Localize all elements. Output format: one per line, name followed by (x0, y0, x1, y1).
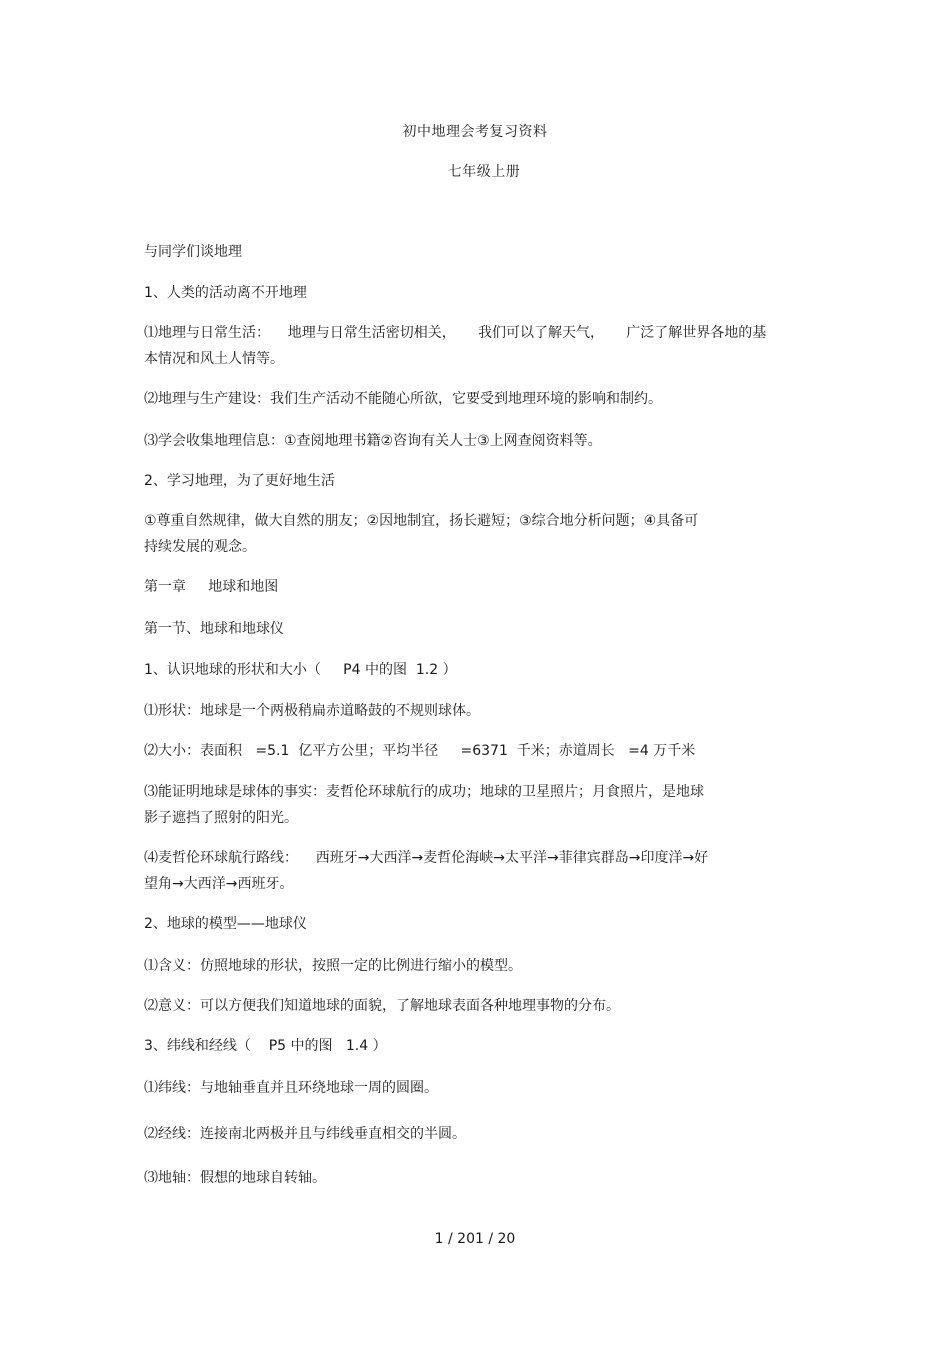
paragraph-line: ⑵地理与生产建设：我们生产活动不能随心所欲，它要受到地理环境的影响和制约。 (144, 391, 662, 407)
paragraph-line: ⑶地轴：假想的地球自转轴。 (144, 1170, 326, 1186)
paragraph-line: ⑴地理与日常生活： 地理与日常生活密切相关， 我们可以了解天气， 广泛了解世界各地的基 (144, 325, 767, 341)
document-title: 初中地理会考复习资料 (402, 124, 548, 140)
paragraph-line: 望角→大西洋→西班牙。 (144, 876, 294, 892)
paragraph-line: ⑷麦哲伦环球航行路线： 西班牙→大西洋→麦哲伦海峡→太平洋→菲律宾群岛→印度洋→好 (144, 850, 709, 866)
paragraph-line: ⑵大小：表面积 =5.1 亿平方公里；平均半径 =6371 千米；赤道周长 =4 万千米 (144, 743, 696, 759)
paragraph-line: ①尊重自然规律，做大自然的朋友；②因地制宜，扬长避短；③综合地分析问题；④具备可 (144, 513, 699, 529)
subsection-heading: 1、人类的活动离不开地理 (144, 285, 307, 301)
subsection-heading: 2、地球的模型——地球仪 (144, 916, 307, 932)
paragraph-line: 本情况和风土人情等。 (144, 351, 284, 367)
chapter-heading: 第一章 地球和地图 (144, 579, 279, 595)
paragraph-line: ⑴纬线：与地轴垂直并且环绕地球一周的圆圈。 (144, 1080, 438, 1096)
paragraph-line: ⑴形状：地球是一个两极稍扁赤道略鼓的不规则球体。 (144, 703, 480, 719)
paragraph-line: ⑵意义：可以方便我们知道地球的面貌，了解地球表面各种地理事物的分布。 (144, 998, 620, 1014)
subsection-heading: 2、学习地理，为了更好地生活 (144, 473, 335, 489)
paragraph-line: ⑶能证明地球是球体的事实：麦哲伦环球航行的成功；地球的卫星照片；月食照片，是地球 (144, 784, 704, 800)
subsection-heading: 3、纬线和经线（ P5 中的图 1.4 ） (144, 1038, 387, 1054)
section-heading: 第一节、地球和地球仪 (144, 621, 284, 637)
paragraph-line: ⑵经线：连接南北两极并且与纬线垂直相交的半圆。 (144, 1126, 466, 1142)
paragraph-line: ⑶学会收集地理信息：①查阅地理书籍②咨询有关人士③上网查阅资料等。 (144, 433, 602, 449)
section-heading: 与同学们谈地理 (144, 244, 242, 260)
paragraph-line: ⑴含义：仿照地球的形状，按照一定的比例进行缩小的模型。 (144, 958, 522, 974)
subsection-heading: 1、认识地球的形状和大小（ P4 中的图 1.2 ） (144, 662, 457, 678)
document-subtitle: 七年级上册 (447, 164, 521, 180)
paragraph-line: 持续发展的观念。 (144, 539, 256, 555)
paragraph-line: 影子遮挡了照射的阳光。 (144, 810, 298, 826)
page-number: 1 / 201 / 20 (434, 1231, 516, 1247)
